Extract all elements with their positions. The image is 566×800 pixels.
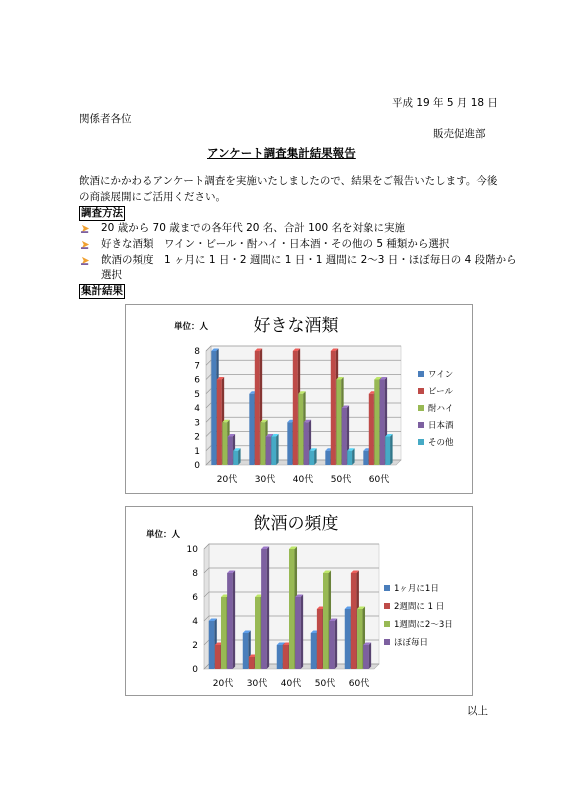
bar [331, 351, 336, 465]
bar [345, 609, 351, 669]
bar [228, 437, 233, 466]
addressee: 関係者各位 [79, 113, 132, 125]
y-tick-label: 7 [194, 361, 200, 372]
x-tick-label: 60代 [348, 679, 370, 689]
y-tick-label: 2 [192, 641, 198, 651]
bar [363, 451, 368, 465]
bar [385, 437, 390, 466]
bar [374, 380, 379, 466]
chart-favorite-drinks [125, 304, 473, 494]
bar-side [314, 448, 317, 465]
bar-side [276, 434, 279, 465]
bar [323, 573, 329, 669]
bar [298, 394, 303, 465]
method-item: 飲酒の頻度 1 ヶ月に 1 日・2 週間に 1 日・1 週間に 2～3 日・ほぼ毎日の 4 段階から [101, 254, 517, 266]
x-tick-label: 40代 [292, 475, 314, 485]
legend-label: 1週間に2～3日 [394, 620, 453, 630]
bar [255, 351, 260, 465]
plot-side-wall [204, 544, 209, 669]
method-item-continued: 選択 [101, 269, 122, 281]
bar [287, 422, 292, 465]
bar [342, 408, 347, 465]
y-tick-label: 6 [192, 593, 198, 603]
intro-line-1: 飲酒にかかわるアンケート調査を実施いたしましたので、結果をご報告いたします。今後 [79, 175, 498, 187]
x-tick-label: 20代 [212, 679, 234, 689]
chart-drinking-frequency [125, 506, 473, 696]
document-title: アンケート調査集計結果報告 [207, 146, 356, 160]
bar [317, 609, 323, 669]
bar-side [233, 571, 236, 670]
bar [215, 645, 221, 669]
results-heading: 集計結果 [81, 285, 123, 297]
bar-side [352, 448, 355, 465]
method-heading: 調査方法 [81, 207, 123, 219]
bar [369, 394, 374, 465]
x-tick-label: 30代 [246, 679, 268, 689]
legend-swatch [384, 603, 390, 609]
y-tick-label: 4 [192, 617, 198, 627]
unit-label: 単位：人 [174, 322, 209, 332]
bar [289, 549, 295, 669]
legend-swatch [418, 371, 424, 377]
bar [260, 422, 265, 465]
legend-label: 1ヶ月に1日 [394, 584, 439, 594]
legend-label: ほぼ毎日 [394, 638, 429, 648]
bar [249, 394, 254, 465]
document-date: 平成 19 年 5 月 18 日 [392, 97, 498, 109]
bar [243, 633, 249, 669]
x-tick-label: 60代 [368, 475, 390, 485]
x-tick-label: 50代 [330, 475, 352, 485]
legend-label: 酎ハイ [428, 404, 454, 414]
intro-line-2: の商談展開にご活用ください。 [79, 191, 226, 203]
bar [211, 351, 216, 465]
bar-side [267, 547, 270, 670]
bar [227, 573, 233, 669]
bar [304, 422, 309, 465]
bar [325, 451, 330, 465]
bar [293, 351, 298, 465]
y-tick-label: 8 [194, 347, 200, 357]
bar [311, 633, 317, 669]
bar [347, 451, 352, 465]
bar [222, 422, 227, 465]
bar [233, 451, 238, 465]
chart-title: 好きな酒類 [253, 316, 339, 336]
bar-side [335, 619, 338, 670]
bullet-icon [81, 256, 90, 265]
legend-swatch [418, 388, 424, 394]
chart-favorite-drinks-svg [126, 305, 472, 493]
bar [329, 621, 335, 669]
legend-swatch [418, 439, 424, 445]
bar [271, 437, 276, 466]
bar [249, 657, 255, 669]
chart-drinking-frequency-svg [126, 507, 472, 695]
unit-label: 単位：人 [146, 530, 181, 540]
bar [221, 597, 227, 669]
legend-swatch [384, 639, 390, 645]
x-tick-label: 30代 [254, 475, 276, 485]
y-tick-label: 2 [194, 432, 200, 443]
bar [363, 645, 369, 669]
closing-text: 以上 [467, 705, 488, 717]
bar [351, 573, 357, 669]
bar [380, 380, 385, 466]
x-tick-label: 40代 [280, 679, 302, 689]
sender-department: 販売促進部 [433, 128, 486, 140]
y-tick-label: 1 [194, 446, 200, 457]
bar [295, 597, 301, 669]
method-item: 好きな酒類 ワイン・ビール・酎ハイ・日本酒・その他の 5 種類から選択 [101, 238, 450, 250]
bar [217, 380, 222, 466]
legend-label: その他 [428, 438, 454, 448]
bar [336, 380, 341, 466]
chart-title: 飲酒の頻度 [253, 514, 339, 534]
bar [266, 437, 271, 466]
legend-swatch [384, 585, 390, 591]
legend-swatch [384, 621, 390, 627]
bar [357, 609, 363, 669]
bar [283, 645, 289, 669]
legend-swatch [418, 405, 424, 411]
y-tick-label: 6 [194, 375, 200, 386]
bar [261, 549, 267, 669]
bullet-icon [81, 224, 90, 233]
bar [255, 597, 261, 669]
legend-label: ワイン [428, 370, 454, 380]
bullet-icon [81, 240, 90, 249]
bar-side [238, 448, 241, 465]
method-item: 20 歳から 70 歳までの各年代 20 名、合計 100 名を対象に実施 [101, 222, 405, 234]
x-tick-label: 50代 [314, 679, 336, 689]
bar [309, 451, 314, 465]
legend-label: ビール [428, 387, 453, 397]
bar [277, 645, 283, 669]
y-tick-label: 8 [192, 569, 198, 579]
y-tick-label: 0 [194, 461, 200, 471]
legend-label: 2週間に 1 日 [394, 602, 445, 612]
y-tick-label: 4 [194, 404, 200, 414]
bar-side [301, 595, 304, 670]
y-tick-label: 5 [194, 389, 200, 400]
legend-swatch [418, 422, 424, 428]
bar [209, 621, 215, 669]
legend-label: 日本酒 [428, 421, 454, 431]
x-tick-label: 20代 [216, 475, 238, 485]
y-tick-label: 0 [192, 665, 198, 675]
y-tick-label: 3 [194, 418, 200, 429]
bar-side [390, 434, 393, 465]
bar-side [369, 643, 372, 670]
y-tick-label: 10 [186, 545, 198, 555]
